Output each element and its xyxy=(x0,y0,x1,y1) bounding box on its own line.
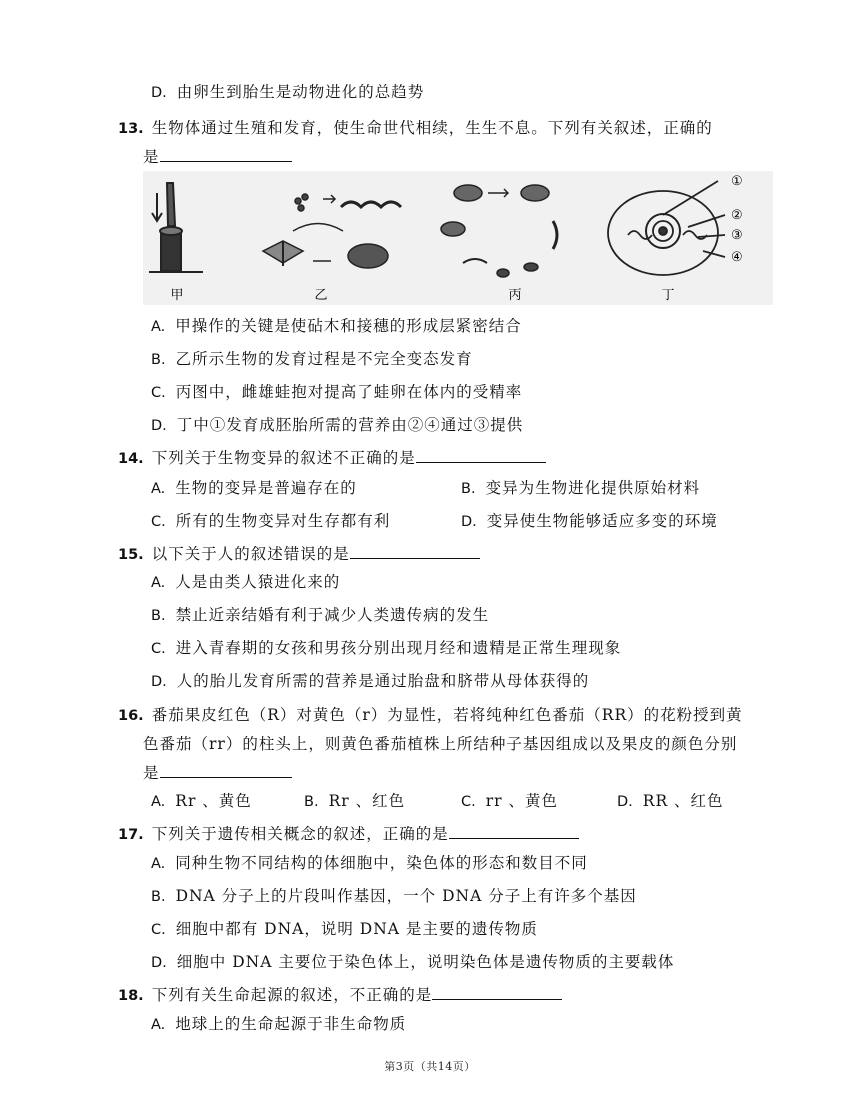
q14-option-c[interactable]: C. 所有的生物变异对生存都有利 xyxy=(151,512,391,530)
q17-option-d[interactable]: D. 细胞中 DNA 主要位于染色体上，说明染色体是遗传物质的主要载体 xyxy=(151,953,675,971)
answer-blank[interactable] xyxy=(449,824,579,839)
q18-option-a[interactable]: A. 地球上的生命起源于非生命物质 xyxy=(151,1015,407,1033)
q15-stem: 15. 以下关于人的叙述错误的是 xyxy=(118,542,480,564)
answer-blank[interactable] xyxy=(160,763,292,778)
q16-option-c[interactable]: C. rr 、黄色 xyxy=(461,792,558,810)
answer-blank[interactable] xyxy=(416,448,546,463)
q13-stem-line2: 是 xyxy=(143,145,292,167)
figure-label-bing: 丙 xyxy=(508,288,522,303)
q16-stem-line3: 是 xyxy=(143,761,292,783)
q15-option-b[interactable]: B. 禁止近亲结婚有利于减少人类遗传病的发生 xyxy=(151,606,490,624)
q13-option-d[interactable]: D. 丁中①发育成胚胎所需的营养由②④通过③提供 xyxy=(151,416,524,434)
figure-label-3: ③ xyxy=(731,228,743,243)
q13-option-c[interactable]: C. 丙图中，雌雄蛙抱对提高了蛙卵在体内的受精率 xyxy=(151,383,523,401)
q17-option-b[interactable]: B. DNA 分子上的片段叫作基因，一个 DNA 分子上有许多个基因 xyxy=(151,887,637,905)
figure-label-2: ② xyxy=(731,208,743,223)
q16-option-d[interactable]: D. RR 、红色 xyxy=(617,792,724,810)
figure-label-ding: 丁 xyxy=(661,288,675,303)
q14-option-b[interactable]: B. 变异为生物进化提供原始材料 xyxy=(461,479,701,497)
q13-stem-line1: 13. 生物体通过生殖和发育，使生命世代相续，生生不息。下列有关叙述，正确的 xyxy=(118,119,713,137)
q14-stem: 14. 下列关于生物变异的叙述不正确的是 xyxy=(118,446,546,468)
q16-stem-line1: 16. 番茄果皮红色（R）对黄色（r）为显性，若将纯种红色番茄（RR）的花粉授到黄 xyxy=(118,706,743,724)
page-footer: 第3页（共14页） xyxy=(384,1060,476,1073)
figure-label-1: ① xyxy=(731,174,743,189)
q14-option-a[interactable]: A. 生物的变异是普遍存在的 xyxy=(151,479,357,497)
q15-option-c[interactable]: C. 进入青春期的女孩和男孩分别出现月经和遗精是正常生理现象 xyxy=(151,639,622,657)
answer-blank[interactable] xyxy=(432,985,562,1000)
q17-option-a[interactable]: A. 同种生物不同结构的体细胞中，染色体的形态和数目不同 xyxy=(151,854,588,872)
q16-stem-line2: 色番茄（rr）的柱头上，则黄色番茄植株上所结种子基因组成以及果皮的颜色分别 xyxy=(143,735,738,753)
grafting-illustration xyxy=(149,183,203,272)
q13-figure xyxy=(143,171,773,305)
figure-label-jia: 甲 xyxy=(170,288,184,303)
q12-option-d: D. 由卵生到胎生是动物进化的总趋势 xyxy=(151,83,425,101)
egg-structure-diagram xyxy=(608,181,725,275)
q13-figure-illustration xyxy=(143,171,773,305)
q16-option-a[interactable]: A. Rr 、黄色 xyxy=(151,792,252,810)
q17-stem: 17. 下列关于遗传相关概念的叙述，正确的是 xyxy=(118,822,579,844)
silkworm-lifecycle xyxy=(263,194,401,268)
q16-option-b[interactable]: B. Rr 、红色 xyxy=(304,792,406,810)
answer-blank[interactable] xyxy=(350,544,480,559)
q17-option-c[interactable]: C. 细胞中都有 DNA，说明 DNA 是主要的遗传物质 xyxy=(151,920,538,938)
q13-option-b[interactable]: B. 乙所示生物的发育过程是不完全变态发育 xyxy=(151,350,473,368)
q15-option-d[interactable]: D. 人的胎儿发育所需的营养是通过胎盘和脐带从母体获得的 xyxy=(151,672,590,690)
q13-option-a[interactable]: A. 甲操作的关键是使砧木和接穗的形成层紧密结合 xyxy=(151,317,522,335)
q15-option-a[interactable]: A. 人是由类人猿进化来的 xyxy=(151,573,341,591)
q18-stem: 18. 下列有关生命起源的叙述，不正确的是 xyxy=(118,983,562,1005)
q14-option-d[interactable]: D. 变异使生物能够适应多变的环境 xyxy=(461,512,718,530)
frog-lifecycle xyxy=(441,185,557,277)
answer-blank[interactable] xyxy=(160,147,292,162)
figure-label-4: ④ xyxy=(731,250,743,265)
figure-label-yi: 乙 xyxy=(314,288,328,303)
